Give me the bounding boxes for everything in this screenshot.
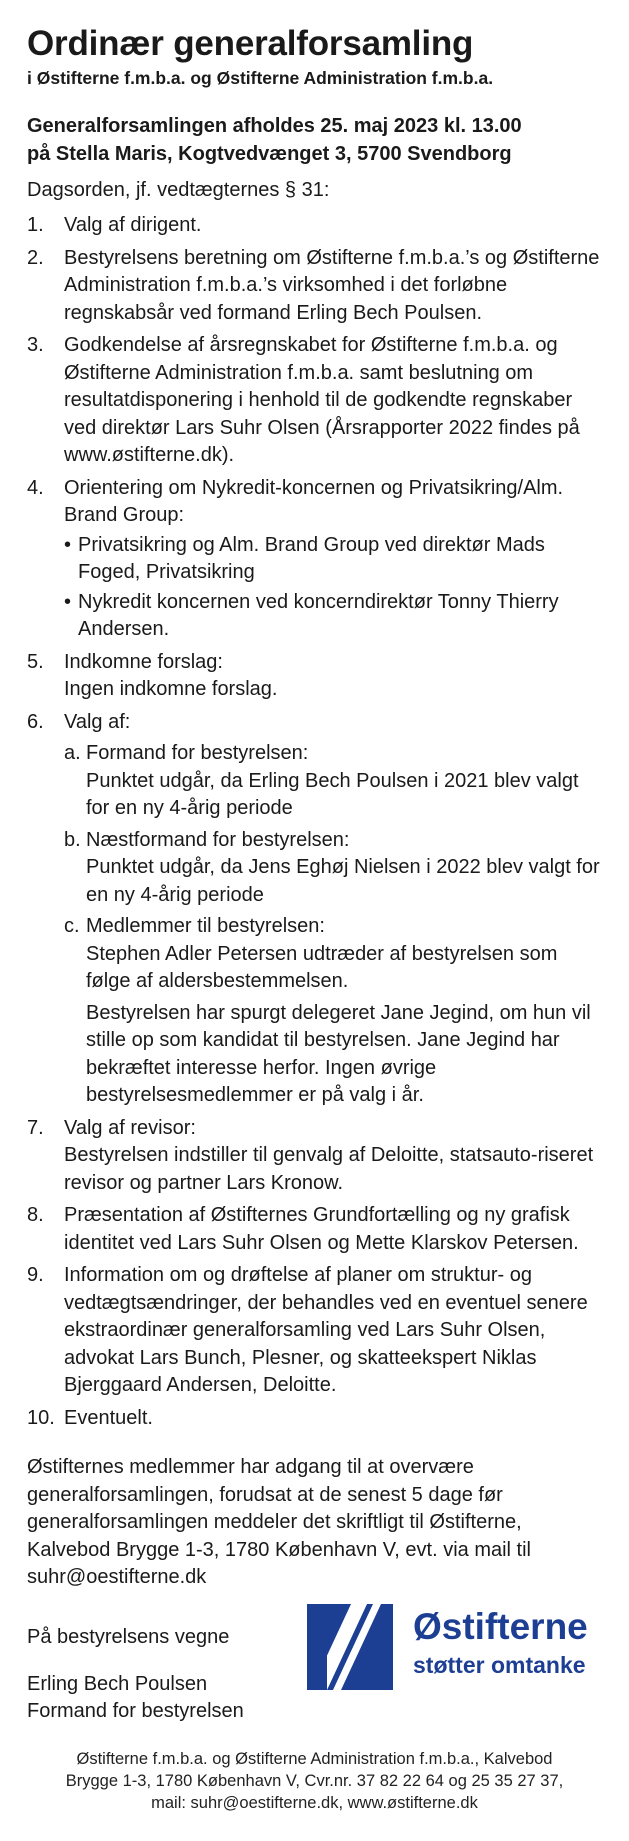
sub-letter: b. xyxy=(64,828,81,851)
agenda-item xyxy=(27,475,602,644)
bullet-icon: • xyxy=(64,590,72,613)
footer-line: Brygge 1-3, 1780 København V, Cvr.nr. 37 82 22 64 og 25 35 27 37, xyxy=(65,1772,564,1790)
logo-mark-icon xyxy=(307,1604,393,1690)
agenda-number: 10. xyxy=(27,1406,55,1429)
agenda-number: 2. xyxy=(27,246,44,269)
agenda-item xyxy=(27,649,602,704)
agenda-body xyxy=(64,475,602,644)
meeting-location: på Stella Maris, Kogtvedvænget 3, 5700 Svendborg xyxy=(27,143,512,165)
agenda-number: 6. xyxy=(27,710,44,733)
agenda-text-detail: Bestyrelsen indstiller til genvalg af Deloitte, statsauto-riseret revisor og partner Lars Kronow. xyxy=(64,1144,594,1194)
bullet-text: Privatsikring og Alm. Brand Group ved direktør Mads Foged, Privatsikring xyxy=(78,533,545,583)
sub-text: Stephen Adler Petersen udtræder af bestyrelsen som følge af aldersbestemmelsen. xyxy=(86,942,558,992)
bullet-text: Nykredit koncernen ved koncerndirektør Tonny Thierry Andersen. xyxy=(78,590,559,640)
agenda-item xyxy=(27,1262,602,1400)
agenda-body xyxy=(64,709,602,1110)
agenda-body xyxy=(64,649,602,704)
agenda-text: Valg af dirigent. xyxy=(64,214,202,236)
sub-text: Punktet udgår, da Jens Eghøj Nielsen i 2022 blev valgt for en ny 4-årig periode xyxy=(86,856,600,906)
agenda-item xyxy=(27,212,602,240)
sub-item xyxy=(64,913,602,1110)
sub-letter: a. xyxy=(64,742,81,764)
agenda-number: 7. xyxy=(27,1116,44,1139)
logo-tagline: støtter omtanke xyxy=(413,1652,586,1678)
agenda-number: 3. xyxy=(27,334,44,356)
sub-item xyxy=(64,740,602,823)
agenda-item xyxy=(27,709,602,1110)
agenda-item xyxy=(27,1405,602,1433)
agenda-number: 4. xyxy=(27,476,44,499)
sub-body xyxy=(86,913,602,1110)
bullet-item xyxy=(64,532,602,587)
agenda-number: 1. xyxy=(27,214,44,236)
signature-role: Formand for bestyrelsen xyxy=(27,1699,244,1722)
agenda-text-detail: Ingen indkomne forslag. xyxy=(64,678,278,700)
footer-line: mail: suhr@oestifterne.dk, www.østifterne.dk xyxy=(151,1794,478,1812)
agenda-item xyxy=(27,1115,602,1198)
page-subtitle: i Østifterne f.m.b.a. og Østifterne Administration f.m.b.a. xyxy=(27,68,494,88)
meeting-info xyxy=(27,112,602,168)
footer xyxy=(27,1748,602,1814)
logo-wordmark: Østifterne xyxy=(413,1606,588,1647)
agenda-item xyxy=(27,332,602,470)
agenda-text: Valg af: xyxy=(64,710,131,733)
sub-body xyxy=(86,827,602,910)
agenda-item xyxy=(27,245,602,328)
agenda-text: Valg af revisor: xyxy=(64,1116,196,1139)
sub-text: Punktet udgår, da Erling Bech Poulsen i 2021 blev valgt for en ny 4-årig periode xyxy=(86,769,579,819)
agenda-number: 5. xyxy=(27,650,44,673)
agenda-text: Eventuelt. xyxy=(64,1406,153,1429)
footer-line: Østifterne f.m.b.a. og Østifterne Administration f.m.b.a., Kalvebod xyxy=(76,1750,553,1768)
agenda-body xyxy=(64,1115,602,1198)
signature-on-behalf: På bestyrelsens vegne xyxy=(27,1625,230,1648)
agenda-number: 9. xyxy=(27,1264,44,1286)
agenda-number: 8. xyxy=(27,1204,44,1226)
agenda-intro: Dagsorden, jf. vedtægternes § 31: xyxy=(27,179,330,201)
attendance-notice: Østifternes medlemmer har adgang til at overvære generalforsamlingen, forudsat at de senest 5 dage før generalforsamlingen meddeler det skriftligt til Østifterne, Kalvebod Brygge 1-3, 1780 København V, evt. via mail til suhr@oestifterne.dk xyxy=(27,1456,532,1588)
agenda-item xyxy=(27,1202,602,1257)
agenda-text: Præsentation af Østifternes Grundfortælling og ny grafisk identitet ved Lars Suhr Olsen og Mette Klarskov Petersen. xyxy=(64,1204,579,1254)
sub-body xyxy=(86,740,602,823)
agenda-text: Indkomne forslag: xyxy=(64,650,223,673)
agenda-text: Bestyrelsens beretning om Østifterne f.m.b.a.’s og Østifterne Administration f.m.b.a.’s virksomhed i det forløbne regnskabsår ved formand Erling Bech Poulsen. xyxy=(64,246,600,324)
sub-heading: Formand for bestyrelsen: xyxy=(86,742,309,764)
agenda-text: Information om og drøftelse af planer om struktur- og vedtægtsændringer, der behandles ved en eventuel senere ekstraordinær generalforsamling ved Lars Suhr Olsen, advokat Lars Bunch, Plesner, og skatteekspert Niklas Bjerggaard Andersen, Deloitte. xyxy=(64,1264,588,1396)
signature-name: Erling Bech Poulsen xyxy=(27,1672,208,1695)
agenda-text: Orientering om Nykredit-koncernen og Privatsikring/Alm. Brand Group: xyxy=(64,476,564,526)
sub-text-extra: Bestyrelsen har spurgt delegeret Jane Jegind, om hun vil stille op som kandidat til bestyrelsen. Jane Jegind har bekræftet interesse herfor. Ingen øvrige bestyrelsesmedlemmer er på valg i år. xyxy=(86,1001,591,1106)
agenda-text: Godkendelse af årsregnskabet for Østifterne f.m.b.a. og Østifterne Administration f.m.b.a. samt beslutning om resultatdisponering i henhold til de godkendte regnskaber ved direktør Lars Suhr Olsen (Årsrapporter 2022 findes på www.østifterne.dk). xyxy=(64,334,580,466)
bullet-item xyxy=(64,589,602,644)
page-title: Ordinær generalforsamling xyxy=(27,24,474,63)
sub-letter: c. xyxy=(64,915,80,937)
meeting-date: Generalforsamlingen afholdes 25. maj 2023 kl. 13.00 xyxy=(27,115,522,137)
sub-heading: Medlemmer til bestyrelsen: xyxy=(86,915,325,937)
bullet-icon: • xyxy=(64,533,72,556)
sub-item xyxy=(64,827,602,910)
oestifterne-logo xyxy=(307,1604,607,1690)
sub-heading: Næstformand for bestyrelsen: xyxy=(86,828,350,851)
agenda-list xyxy=(27,212,602,1432)
